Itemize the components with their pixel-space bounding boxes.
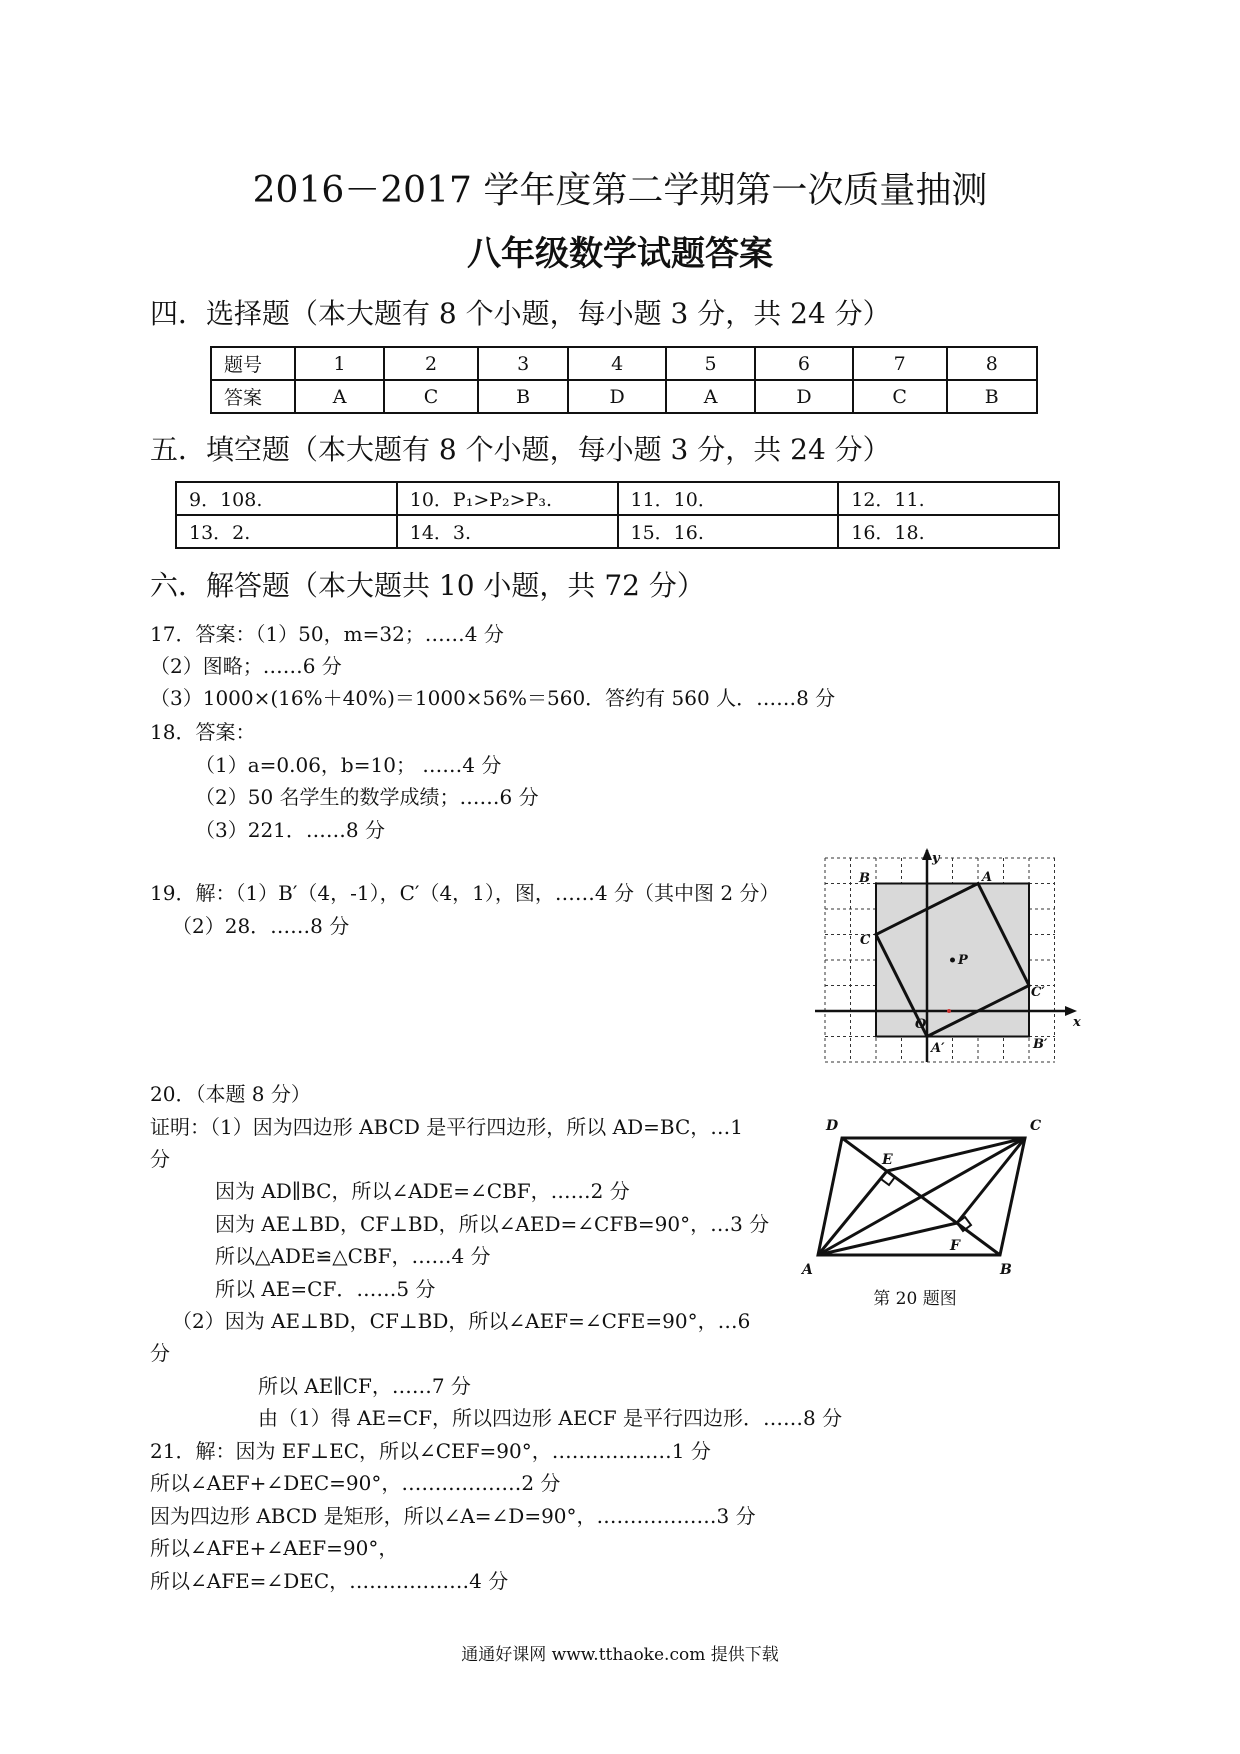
table-cell: 10．P₁>P₂>P₃. (397, 482, 618, 515)
table-cell: 16．18. (838, 515, 1059, 548)
table-cell: 13．2. (176, 515, 397, 548)
label-F: F (950, 1238, 960, 1254)
label-C: C (1030, 1118, 1042, 1134)
label-P: P (958, 953, 968, 968)
table-cell: B (478, 380, 568, 413)
choice-answer-table (210, 346, 1038, 414)
table-cell: 1 (295, 347, 384, 380)
q20-line-3: 分 (150, 1147, 170, 1171)
coordinate-figure (815, 848, 1085, 1076)
label-C-prime: C′ (1031, 985, 1045, 1000)
label-E: E (882, 1152, 893, 1168)
q21-line-3: 因为四边形 ABCD 是矩形，所以∠A=∠D=90°，………………3 分 (150, 1504, 756, 1528)
q20-line-2: 证明：（1）因为四边形 ABCD 是平行四边形，所以 AD=BC，…1 (150, 1115, 743, 1139)
q20-line-5: 因为 AE⊥BD，CF⊥BD，所以∠AED=∠CFB=90°，…3 分 (215, 1212, 770, 1236)
label-C: C (860, 933, 871, 948)
q19-line-2: （2）28．……8 分 (172, 914, 350, 938)
table-cell: 5 (666, 347, 755, 380)
table-cell: D (755, 380, 853, 413)
table-cell: 8 (947, 347, 1038, 380)
point-p (950, 958, 955, 963)
page-title: 2016－2017 学年度第二学期第一次质量抽测 (252, 170, 988, 211)
label-B-prime: B′ (1033, 1037, 1048, 1052)
q17-line-1: 17．答案：（1）50，m=32；……4 分 (150, 622, 504, 646)
label-D: D (826, 1118, 839, 1134)
label-A-prime: A′ (931, 1041, 945, 1056)
table-cell: 9．108. (176, 482, 397, 515)
q20-line-4: 因为 AD∥BC，所以∠ADE=∠CBF，……2 分 (215, 1179, 630, 1203)
label-y: y (932, 851, 940, 866)
label-A: A (802, 1262, 813, 1278)
table-cell: B (947, 380, 1038, 413)
diagonal-ac (818, 1138, 1025, 1255)
q20-line-10: 所以 AE∥CF，……7 分 (258, 1374, 471, 1398)
q20-line-7: 所以 AE=CF．……5 分 (215, 1277, 436, 1301)
q18-line-4: （3）221．……8 分 (195, 818, 385, 842)
table-cell: 6 (755, 347, 853, 380)
table-cell: C (384, 380, 478, 413)
table-cell: 12．11. (838, 482, 1059, 515)
table-cell: 2 (384, 347, 478, 380)
table-cell: 答案 (211, 380, 295, 413)
table-row (176, 515, 1059, 548)
label-O: O (915, 1017, 927, 1032)
table-row (176, 482, 1059, 515)
table-cell: 15．16. (618, 515, 839, 548)
q19-line-1: 19．解：（1）B′（4，-1），C′（4，1），图，……4 分（其中图 2 分） (150, 881, 780, 905)
q18-line-3: （2）50 名学生的数学成绩；……6 分 (195, 785, 539, 809)
q18-line-1: 18．答案： (150, 720, 256, 744)
q20-line-11: 由（1）得 AE=CF，所以四边形 AECF 是平行四边形．……8 分 (258, 1406, 843, 1430)
table-cell: D (568, 380, 666, 413)
table-cell: 14．3. (397, 515, 618, 548)
q21-line-4: 所以∠AFE+∠AEF=90°， (150, 1536, 399, 1560)
table-cell: A (295, 380, 384, 413)
q21-line-1: 21．解：因为 EF⊥EC，所以∠CEF=90°，………………1 分 (150, 1439, 711, 1463)
section-5-heading: 五．填空题（本大题有 8 个小题，每小题 3 分，共 24 分） (150, 433, 891, 466)
table-row (211, 380, 1037, 413)
q18-line-2: （1）a=0.06，b=10； ……4 分 (195, 753, 502, 777)
table-cell: 4 (568, 347, 666, 380)
footer-text: 通通好课网 www.tthaoke.com 提供下载 (461, 1645, 779, 1665)
y-arrow-icon (922, 848, 932, 860)
table-cell: 3 (478, 347, 568, 380)
label-A: A (982, 870, 993, 885)
q17-line-2: （2）图略；……6 分 (150, 654, 342, 678)
table-cell: C (853, 380, 947, 413)
table-row (211, 347, 1037, 380)
point-red (947, 1009, 951, 1013)
table-cell: 题号 (211, 347, 295, 380)
table-cell: A (666, 380, 755, 413)
page-subtitle: 八年级数学试题答案 (467, 234, 773, 274)
q17-line-3: （3）1000×(16%＋40%)＝1000×56%＝560．答约有 560 人．……8 分 (150, 686, 836, 710)
parallelogram-figure (790, 1110, 1050, 1320)
q20-line-9: 分 (150, 1341, 170, 1365)
label-B: B (859, 871, 870, 886)
table-cell: 11．10． (618, 482, 839, 515)
table-cell: 7 (853, 347, 947, 380)
q21-line-2: 所以∠AEF+∠DEC=90°，………………2 分 (150, 1471, 561, 1495)
q20-line-6: 所以△ADE≌△CBF，……4 分 (215, 1244, 491, 1268)
section-6-heading: 六．解答题（本大题共 10 小题，共 72 分） (150, 569, 705, 602)
label-x: x (1073, 1015, 1081, 1030)
section-4-heading: 四．选择题（本大题有 8 个小题，每小题 3 分，共 24 分） (150, 297, 891, 330)
figure-20-caption: 第 20 题图 (873, 1289, 957, 1309)
q21-line-5: 所以∠AFE=∠DEC，………………4 分 (150, 1569, 509, 1593)
label-B: B (1000, 1262, 1012, 1278)
q20-line-1: 20．（本题 8 分） (150, 1082, 311, 1106)
q20-line-8: （2）因为 AE⊥BD，CF⊥BD，所以∠AEF=∠CFE=90°，…6 (172, 1309, 751, 1333)
fill-answer-table (175, 481, 1060, 549)
